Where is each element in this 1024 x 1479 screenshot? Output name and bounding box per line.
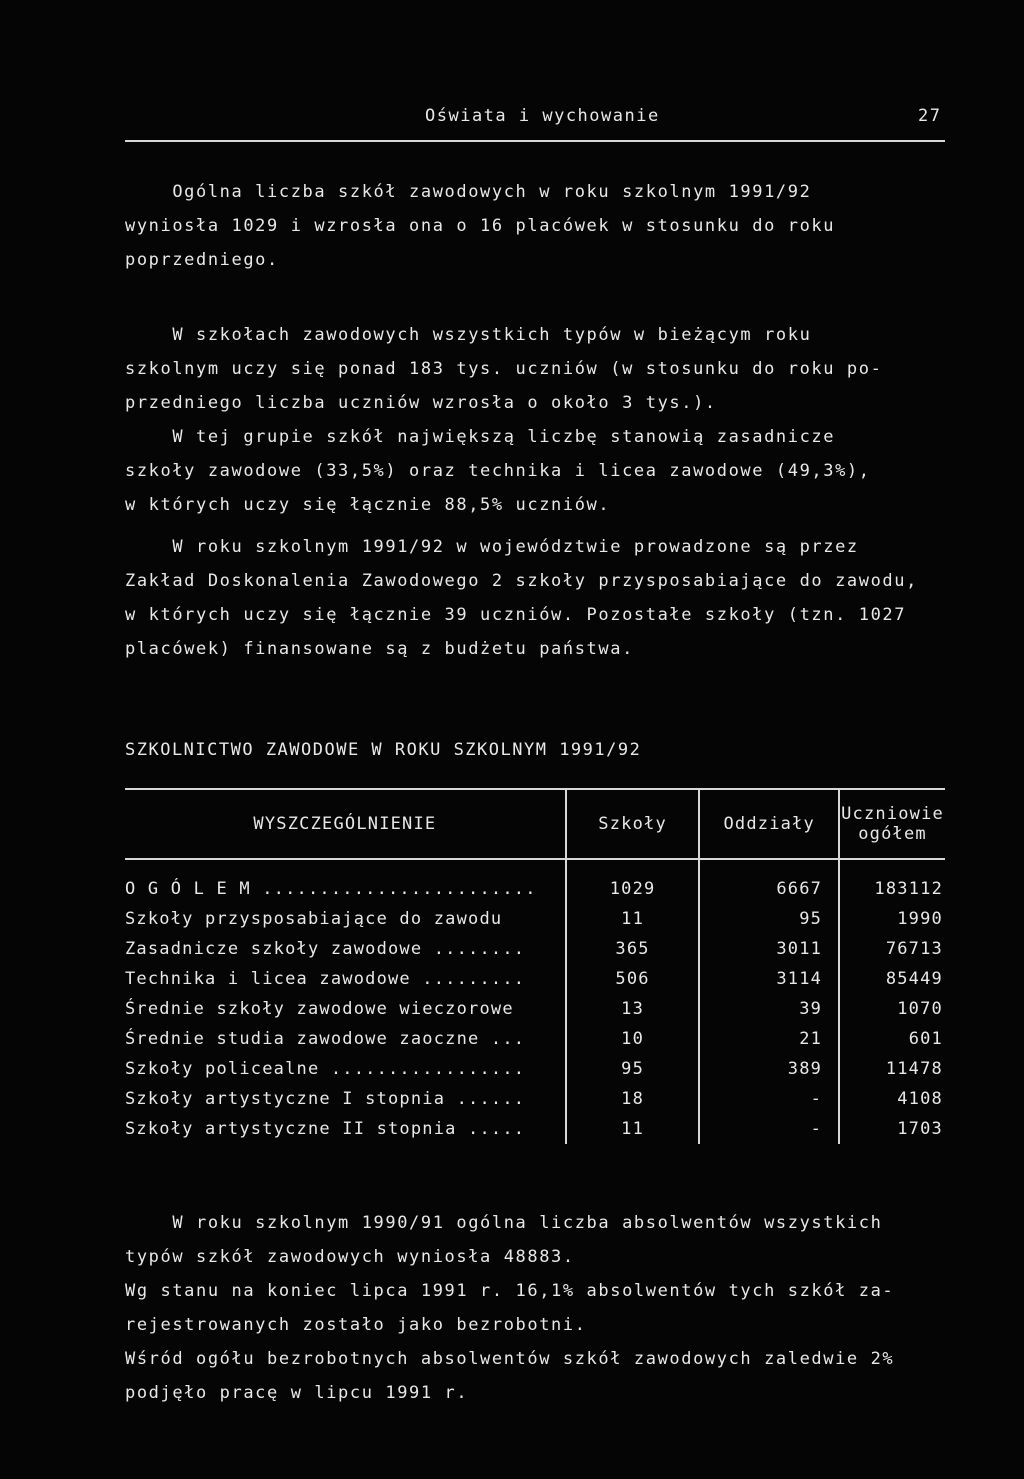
row-label: Średnie szkoły zawodowe wieczorowe xyxy=(125,999,514,1019)
cell-students: 1990 xyxy=(839,904,945,934)
paragraph-graduates xyxy=(125,1206,955,1410)
row-label: Szkoły przysposabiające do zawodu xyxy=(125,909,503,929)
cell-students: 76713 xyxy=(839,934,945,964)
table-row xyxy=(125,1114,945,1144)
table-row xyxy=(125,934,945,964)
cell-classes: 21 xyxy=(699,1024,839,1054)
paragraph-students-count xyxy=(125,318,955,522)
table-spacer xyxy=(125,859,945,874)
paragraph-line: typów szkół zawodowych wyniosła 48883. xyxy=(125,1247,575,1267)
paragraph-line: Wg stanu na koniec lipca 1991 r. 16,1% absolwentów tych szkół za- xyxy=(125,1281,895,1301)
row-label: Technika i licea zawodowe ......... xyxy=(125,969,526,989)
cell-classes: - xyxy=(699,1114,839,1144)
cell-schools: 18 xyxy=(566,1084,700,1114)
table-row xyxy=(125,1084,945,1114)
cell-schools: 10 xyxy=(566,1024,700,1054)
paragraph-line: podjęło pracę w lipcu 1991 r. xyxy=(125,1383,469,1403)
paragraph-line: w których uczy się łącznie 88,5% uczniów. xyxy=(125,495,611,515)
paragraph-line: W szkołach zawodowych wszystkich typów w bieżącym roku xyxy=(125,325,812,345)
paragraph-line: poprzedniego. xyxy=(125,250,279,270)
paragraph-line: Ogólna liczba szkół zawodowych w roku szkolnym 1991/92 xyxy=(125,182,812,202)
paragraph-line: wyniosła 1029 i wzrosła ona o 16 placówek w stosunku do roku xyxy=(125,216,836,236)
paragraph-line: W tej grupie szkół największą liczbę stanowią zasadnicze xyxy=(125,427,836,447)
page-number: 27 xyxy=(918,106,942,126)
table-row xyxy=(125,1054,945,1084)
cell-students: 11478 xyxy=(839,1054,945,1084)
paragraph-schools-count xyxy=(125,175,955,277)
column-header-students-line1: Uczniowie xyxy=(841,804,944,824)
paragraph-line: szkoły zawodowe (33,5%) oraz technika i licea zawodowe (49,3%), xyxy=(125,461,871,481)
paragraph-line: W roku szkolnym 1991/92 w województwie prowadzone są przez xyxy=(125,537,859,557)
vocational-schools-table xyxy=(125,788,945,1144)
cell-classes: 6667 xyxy=(699,874,839,904)
cell-schools: 95 xyxy=(566,1054,700,1084)
column-header-classes: Oddziały xyxy=(699,789,839,859)
cell-schools: 11 xyxy=(566,1114,700,1144)
table-row xyxy=(125,1024,945,1054)
row-label: Średnie studia zawodowe zaoczne ... xyxy=(125,1029,526,1049)
cell-classes: 3011 xyxy=(699,934,839,964)
row-label: Szkoły policealne ................. xyxy=(125,1059,526,1079)
running-header-title: Oświata i wychowanie xyxy=(425,106,660,126)
cell-schools: 365 xyxy=(566,934,700,964)
cell-classes: 3114 xyxy=(699,964,839,994)
paragraph-line: przedniego liczba uczniów wzrosła o około 3 tys.). xyxy=(125,393,717,413)
paragraph-line: rejestrowanych zostało jako bezrobotni. xyxy=(125,1315,587,1335)
row-label: Szkoły artystyczne II stopnia ..... xyxy=(125,1119,526,1139)
cell-schools: 11 xyxy=(566,904,700,934)
column-header-schools: Szkoły xyxy=(566,789,700,859)
column-header-students-line2: ogółem xyxy=(858,824,927,844)
cell-students: 1070 xyxy=(839,994,945,1024)
cell-students: 183112 xyxy=(839,874,945,904)
header-divider xyxy=(125,140,945,142)
paragraph-line: Zakład Doskonalenia Zawodowego 2 szkoły przysposabiające do zawodu, xyxy=(125,571,918,591)
cell-classes: 39 xyxy=(699,994,839,1024)
paragraph-line: szkolnym uczy się ponad 183 tys. uczniów (w stosunku do roku po- xyxy=(125,359,883,379)
paragraph-line: placówek) finansowane są z budżetu państwa. xyxy=(125,639,634,659)
row-label: Zasadnicze szkoły zawodowe ........ xyxy=(125,939,526,959)
cell-classes: - xyxy=(699,1084,839,1114)
column-header-students xyxy=(839,789,945,859)
row-label: O G Ó L E M ........................ xyxy=(125,879,537,899)
paragraph-line: W roku szkolnym 1990/91 ogólna liczba absolwentów wszystkich xyxy=(125,1213,883,1233)
table-header-row xyxy=(125,789,945,859)
cell-classes: 389 xyxy=(699,1054,839,1084)
table-row xyxy=(125,964,945,994)
cell-students: 601 xyxy=(839,1024,945,1054)
cell-schools: 506 xyxy=(566,964,700,994)
paragraph-line: Wśród ogółu bezrobotnych absolwentów szkół zawodowych zaledwie 2% xyxy=(125,1349,895,1369)
cell-schools: 1029 xyxy=(566,874,700,904)
table-row xyxy=(125,904,945,934)
cell-schools: 13 xyxy=(566,994,700,1024)
paragraph-funding xyxy=(125,530,955,666)
cell-classes: 95 xyxy=(699,904,839,934)
cell-students: 4108 xyxy=(839,1084,945,1114)
table-row xyxy=(125,994,945,1024)
cell-students: 1703 xyxy=(839,1114,945,1144)
paragraph-line: w których uczy się łącznie 39 uczniów. Pozostałe szkoły (tzn. 1027 xyxy=(125,605,907,625)
table-row xyxy=(125,874,945,904)
cell-students: 85449 xyxy=(839,964,945,994)
table-title: SZKOLNICTWO ZAWODOWE W ROKU SZKOLNYM 1991/92 xyxy=(125,740,642,760)
column-header-item: WYSZCZEGÓLNIENIE xyxy=(253,814,437,834)
row-label: Szkoły artystyczne I stopnia ...... xyxy=(125,1089,526,1109)
